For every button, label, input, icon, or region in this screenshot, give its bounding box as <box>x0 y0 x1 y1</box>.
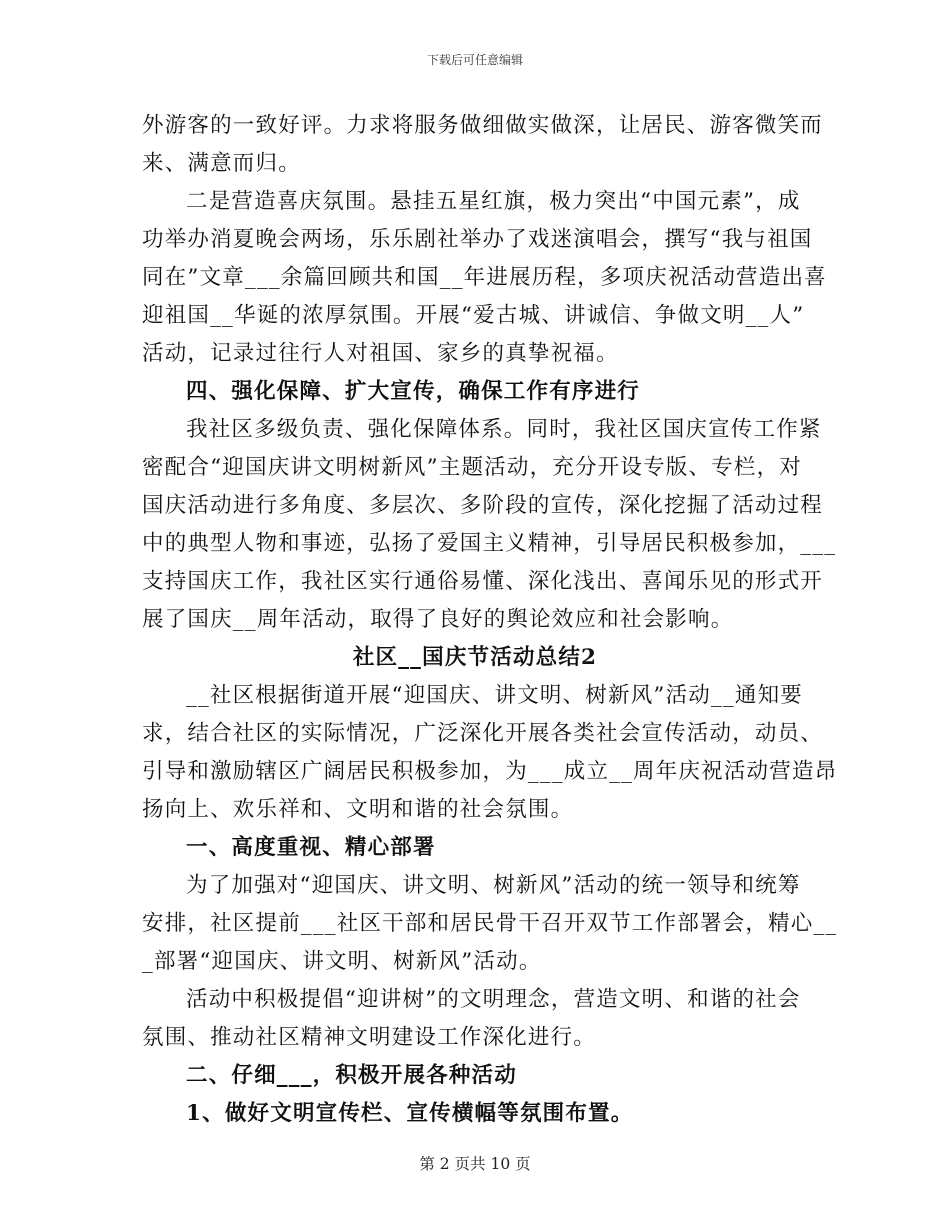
body-line: 扬向上、欢乐祥和、文明和谐的社会氛围。 <box>142 797 574 822</box>
paragraph-first-line: 为了加强对“迎国庆、讲文明、树新风”活动的统一领导和统筹 <box>186 873 801 898</box>
body-line: 展了国庆__周年活动，取得了良好的舆论效应和社会影响。 <box>142 607 734 632</box>
document-title: 社区__国庆节活动总结2 <box>352 645 598 670</box>
body-line: 国庆活动进行多角度、多层次、多阶段的宣传，深化挖掘了活动过程 <box>142 493 824 518</box>
page-footer: 第 2 页共 10 页 <box>419 1155 531 1173</box>
body-line: 同在”文章___余篇回顾共和国__年进展历程，多项庆祝活动营造出喜 <box>142 265 827 290</box>
section-heading: 一、高度重视、精心部署 <box>186 835 436 860</box>
body-line: 密配合“迎国庆讲文明树新风”主题活动，充分开设专版、专栏，对 <box>142 455 802 480</box>
body-line: 来、满意而归。 <box>142 151 301 176</box>
paragraph-first-line: 二是营造喜庆氛围。悬挂五星红旗，极力突出“中国元素”，成 <box>186 189 801 214</box>
subsection-heading: 1、做好文明宣传栏、宣传横幅等氛围布置。 <box>186 1101 634 1126</box>
paragraph-first-line: __社区根据街道开展“迎国庆、讲文明、树新风”活动__通知要 <box>186 683 803 708</box>
paragraph-first-line: 我社区多级负责、强化保障体系。同时，我社区国庆宣传工作紧 <box>186 417 822 442</box>
section-heading: 四、强化保障、扩大宣传，确保工作有序进行 <box>186 379 641 404</box>
page-header: 下载后可任意编辑 <box>426 53 523 67</box>
section-heading: 二、仔细___，积极开展各种活动 <box>186 1063 517 1088</box>
body-line: 安排，社区提前___社区干部和居民骨干召开双节工作部署会，精心__ <box>142 911 838 936</box>
body-line: 外游客的一致好评。力求将服务做细做实做深，让居民、游客微笑而 <box>142 113 824 138</box>
body-line: 中的典型人物和事迹，弘扬了爱国主义精神，引导居民积极参加，___ <box>142 531 837 556</box>
body-line: 迎祖国__华诞的浓厚氛围。开展“爱古城、讲诚信、争做文明__人” <box>142 303 805 328</box>
body-line: 引导和激励辖区广阔居民积极参加，为___成立__周年庆祝活动营造昂 <box>142 759 838 784</box>
paragraph-first-line: 活动中积极提倡“迎讲树”的文明理念，营造文明、和谐的社会 <box>186 987 801 1012</box>
body-line: 求，结合社区的实际情况，广泛深化开展各类社会宣传活动，动员、 <box>142 721 824 746</box>
body-line: 支持国庆工作，我社区实行通俗易懂、深化浅出、喜闻乐见的形式开 <box>142 569 824 594</box>
body-line: 活动，记录过往行人对祖国、家乡的真挚祝福。 <box>142 341 619 366</box>
body-line: 功举办消夏晚会两场，乐乐剧社举办了戏迷演唱会，撰写“我与祖国 <box>142 227 813 252</box>
body-line: 氛围、推动社区精神文明建设工作深化进行。 <box>142 1025 597 1050</box>
body-line: _部署“迎国庆、讲文明、树新风”活动。 <box>142 949 542 974</box>
